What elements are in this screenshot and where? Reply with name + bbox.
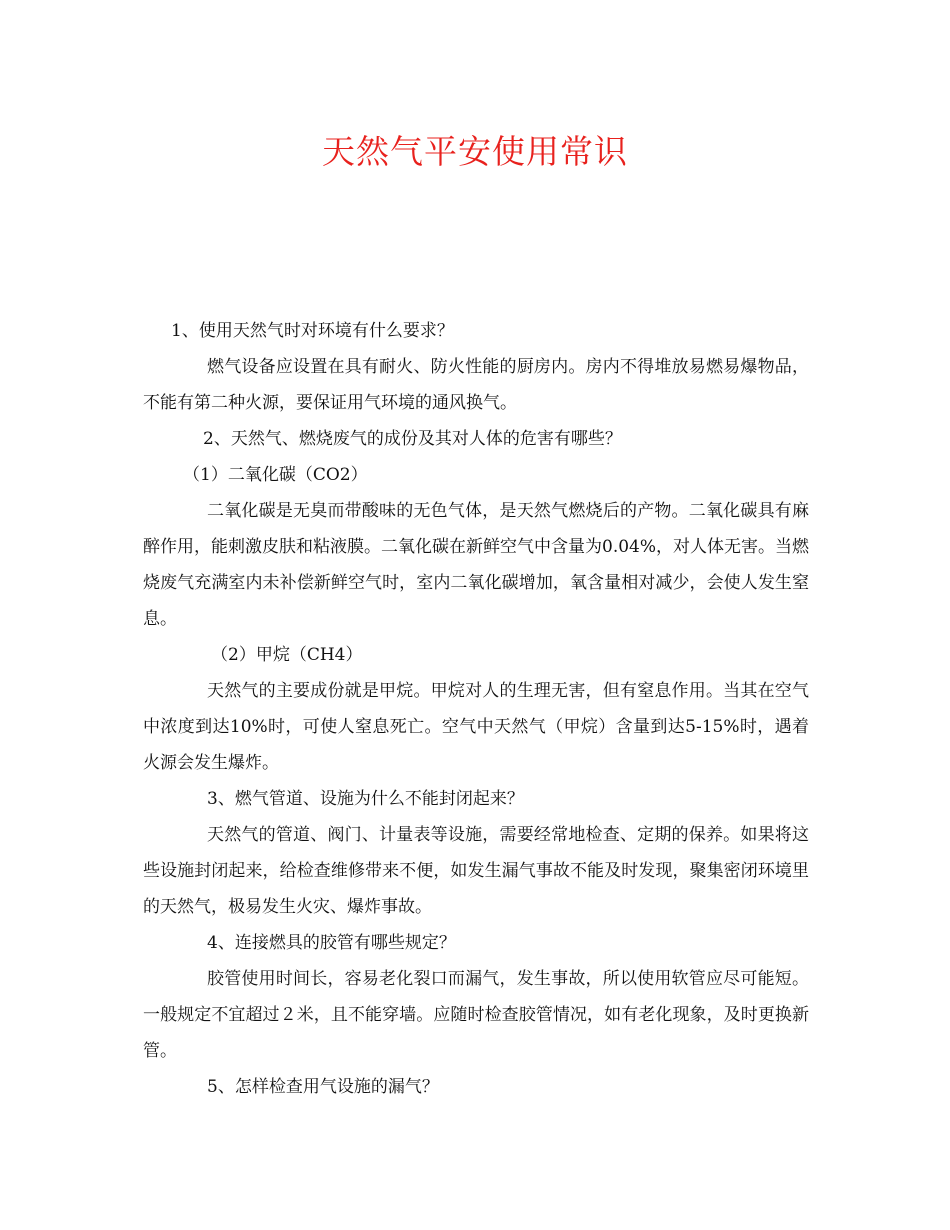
answer-4: 胶管使用时间长，容易老化裂口而漏气，发生事故，所以使用软管应尽可能短。一般规定不宜超过２米，且不能穿墙。应随时检查胶管情况，如有老化现象，及时更换新管。 — [143, 969, 809, 1061]
document-title: 天然气平安使用常识 — [322, 132, 628, 171]
answer-ch4: 天然气的主要成份就是甲烷。甲烷对人的生理无害，但有窒息作用。当其在空气中浓度到达10%时，可使人窒息死亡。空气中天然气（甲烷）含量到达5-15%时，遇着火源会发生爆炸。 — [143, 681, 809, 773]
answer-co2: 二氧化碳是无臭而带酸味的无色气体，是天然气燃烧后的产物。二氧化碳具有麻醉作用，能刺激皮肤和粘液膜。二氧化碳在新鲜空气中含量为0.04%，对人体无害。当燃烧废气充满室内未补偿新鲜空气时，室内二氧化碳增加，氧含量相对减少，会使人发生窒息。 — [143, 501, 810, 629]
subheading-ch4: （2）甲烷（CH4） — [211, 645, 363, 665]
question-2: 2、天然气、燃烧废气的成份及其对人体的危害有哪些？ — [203, 429, 622, 449]
document-body — [143, 313, 809, 1105]
question-3: 3、燃气管道、设施为什么不能封闭起来？ — [207, 789, 524, 809]
question-1: 1、使用天然气时对环境有什么要求？ — [171, 321, 454, 341]
question-5: 5、怎样检查用气设施的漏气？ — [207, 1077, 439, 1097]
answer-1: 燃气设备应设置在具有耐火、防火性能的厨房内。房内不得堆放易燃易爆物品，不能有第二种火源，要保证用气环境的通风换气。 — [143, 357, 809, 413]
answer-3: 天然气的管道、阀门、计量表等设施，需要经常地检查、定期的保养。如果将这些设施封闭起来，给检查维修带来不便，如发生漏气事故不能及时发现，聚集密闭环境里的天然气，极易发生火灾、爆炸事故。 — [143, 825, 809, 917]
question-4: 4、连接燃具的胶管有哪些规定？ — [207, 933, 456, 953]
subheading-co2: （1）二氧化碳（CO2） — [183, 465, 368, 485]
